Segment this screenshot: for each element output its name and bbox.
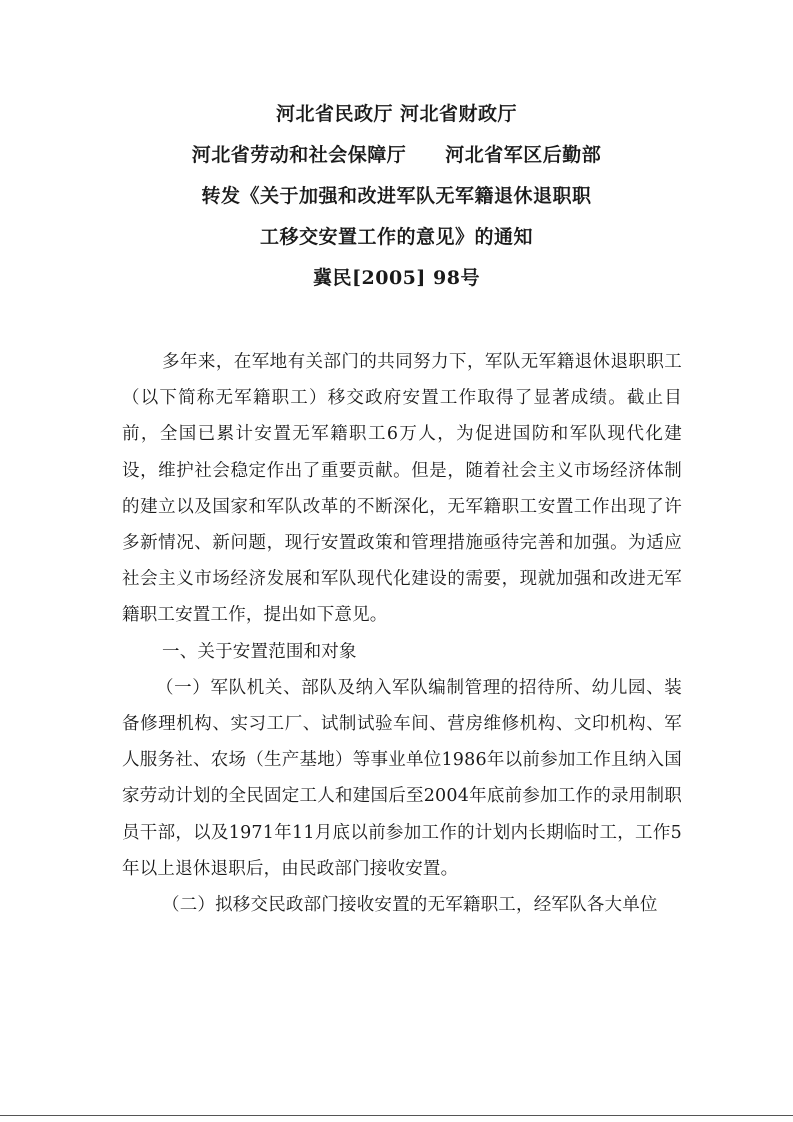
title-line-1: 转发《关于加强和改进军队无军籍退休退职职: [201, 185, 592, 207]
document-header: [0, 94, 793, 299]
paragraph-item-2: （二）拟移交民政部门接收安置的无军籍职工，经军队各大单位: [162, 895, 658, 916]
section-heading-1: 一、关于安置范围和对象: [162, 641, 357, 662]
document-body: [122, 344, 682, 923]
page-bottom-divider: [0, 1115, 793, 1116]
paragraph-intro: 多年来，在军地有关部门的共同努力下，军队无军籍退休退职职工（以下简称无军籍职工）移交政府安置工作取得了显著成绩。截止目前，全国已累计安置无军籍职工6万人，为促进国防和军队现代化建设，维护社会稳定作出了重要贡献。但是，随着社会主义市场经济体制的建立以及国家和军队改革的不断深化，无军籍职工安置工作出现了许多新情况、新问题，现行安置政策和管理措施亟待完善和加强。为适应社会主义市场经济发展和军队现代化建设的需要，现就加强和改进无军籍职工安置工作，提出如下意见。: [122, 352, 682, 626]
title-line-2: 工移交安置工作的意见》的通知: [259, 226, 533, 248]
document-number: 冀民[2005] 98号: [313, 267, 480, 289]
issuer-line-1: 河北省民政厅 河北省财政厅: [275, 103, 518, 125]
issuer-line-2: 河北省劳动和社会保障厅 河北省军区后勤部: [191, 144, 602, 166]
paragraph-item-1: （一）军队机关、部队及纳入军队编制管理的招待所、幼儿园、装备修理机构、实习工厂、试制试验车间、营房维修机构、文印机构、军人服务社、农场（生产基地）等事业单位1986年以前参加工作且纳入国家劳动计划的全民固定工人和建国后至2004年底前参加工作的录用制职员干部，以及1971年11月底以前参加工作的计划内长期临时工，工作5年以上退休退职后，由民政部门接收安置。: [122, 677, 682, 879]
